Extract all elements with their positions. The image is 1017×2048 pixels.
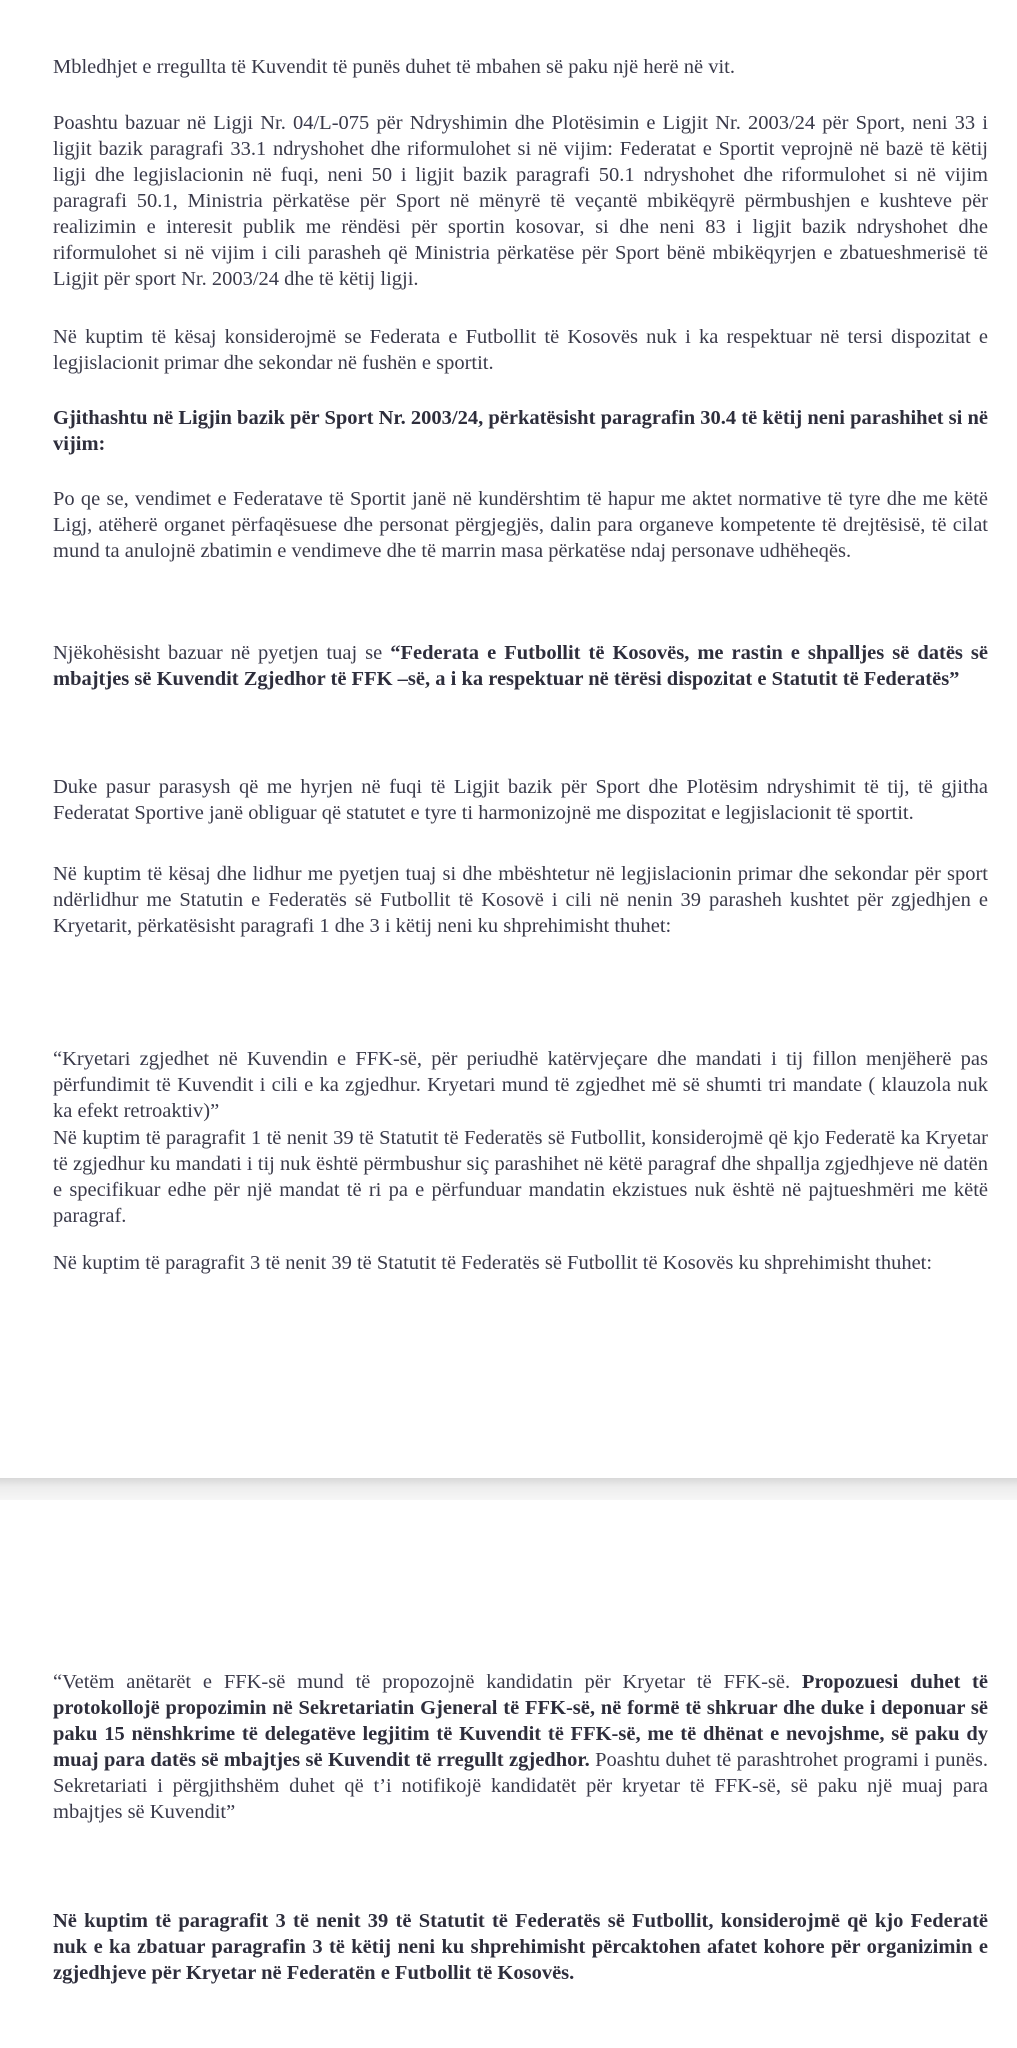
paragraph-text: Poashtu bazuar në Ligji Nr. 04/L-075 për Ndryshimin dhe Plotësimin e Ligjit Nr. 2003/24 për Sport, neni 33 i ligjit bazik paragrafi 33.1 ndryshohet dhe riformulohet si në vijim: Federatat e Sportit veprojnë në bazë të këtij ligji dhe legjislacionin në fuqi, neni 50 i ligjit bazik paragrafi 50.1 ndryshohet dhe riformulohet si në vijim paragrafi 50.1, Ministria përkatëse për Sport në mënyrë të veçantë mbikëqyrë përmbushjen e kushteve për realizimin e interesit publik me rëndësi për sportin kosovar, si dhe neni 83 i ligjit bazik ndryshohet dhe riformulohet si në vijim i cili parasheh që Ministria përkatëse për Sport bënë mbikëqyrjen e zbatueshmerisë të Ligjit për sport Nr. 2003/24 dhe të këtij ligji. bbox=[53, 112, 988, 290]
paragraph-text: Në kuptim të kësaj konsiderojmë se Federata e Futbollit të Kosovës nuk i ka respektuar në tersi dispozitat e legjislacionit primar dhe sekondar në fushën e sportit. bbox=[53, 326, 988, 374]
quote-part-1: “Vetëm anëtarët e FFK-së mund të propozojnë kandidatin për Kryetar të FFK-së. bbox=[53, 1671, 802, 1693]
paragraph-article-30-4-heading bbox=[53, 405, 988, 457]
paragraph-text bbox=[53, 1669, 988, 1825]
paragraph-article-39-3-quote bbox=[53, 1669, 988, 1825]
paragraph-article-39-3-intro bbox=[53, 1250, 988, 1276]
paragraph-harmonization bbox=[53, 774, 988, 826]
paragraph-conclusion-legislation bbox=[53, 324, 988, 376]
paragraph-annual-assembly bbox=[53, 54, 988, 80]
quote-part-3: Poashtu duhet të parashtrohet programi i punës. Sekretariati i përgjithshëm duhet që t’i notifikojë kandidatët për kryetar të FFK-së, së paku një muaj para mbajtjes së Kuvendit” bbox=[53, 1749, 988, 1823]
paragraph-law-amendment bbox=[53, 110, 988, 292]
paragraph-article-39-1-quote bbox=[53, 1046, 988, 1124]
question-intro: Njëkohësisht bazuar në pyetjen tuaj se bbox=[53, 642, 391, 664]
question-quote: “Federata e Futbollit të Kosovës, me rastin e shpalljes së datës së mbajtjes së Kuvendit Zgjedhor të FFK –së, a i ka respektuar në tërësi dispozitat e Statutit të Federatës” bbox=[53, 642, 988, 690]
paragraph-text: Duke pasur parasysh që me hyrjen në fuqi të Ligjit bazik për Sport dhe Plotësim ndryshimit të tij, të gjitha Federatat Sportive janë obliguar që statutet e tyre ti harmonizojnë me dispozitat e legjislacionit të sportit. bbox=[53, 776, 988, 824]
paragraph-article-39-3-analysis bbox=[53, 1908, 988, 1986]
page-separator bbox=[0, 1478, 1017, 1500]
paragraph-text: Gjithashtu në Ligjin bazik për Sport Nr. 2003/24, përkatësisht paragrafin 30.4 të këtij neni parashihet si në vijim: bbox=[53, 407, 988, 455]
paragraph-text: “Kryetari zgjedhet në Kuvendin e FFK-së, për periudhë katërvjeçare dhe mandati i tij fillon menjëherë pas përfundimit të Kuvendit i cili e ka zgjedhur. Kryetari mund të zgjedhet më së shumti tri mandate ( klauzola nuk ka efekt retroaktiv)” bbox=[53, 1048, 988, 1122]
paragraph-text: Mbledhjet e rregullta të Kuvendit të punës duhet të mbahen së paku një herë në vit. bbox=[53, 56, 735, 78]
paragraph-text bbox=[53, 640, 988, 692]
paragraph-article-39-intro bbox=[53, 861, 988, 939]
quote-part-2-bold: Propozuesi duhet të protokollojë propozimin në Sekretariatin Gjeneral të FFK-së, në formë të shkruar dhe duke i deponuar së paku 15 nënshkrime të delegatëve legjitim të Kuvendit të FFK-së, me të dhënat e nevojshme, së paku dy muaj para datës së mbajtjes së Kuvendit të rregullt zgjedhor. bbox=[53, 1671, 988, 1771]
paragraph-text: Po qe se, vendimet e Federatave të Sportit janë në kundërshtim të hapur me aktet normative të tyre dhe me këtë Ligj, atëherë organet përfaqësuese dhe personat përgjegjës, dalin para organeve kompetente të drejtësisë, të cilat mund ta anulojnë zbatimin e vendimeve dhe të marrin masa përkatëse ndaj personave udhëheqës. bbox=[53, 488, 988, 562]
paragraph-text: Në kuptim të paragrafit 1 të nenit 39 të Statutit të Federatës së Futbollit, konsiderojmë që kjo Federatë ka Kryetar të zgjedhur ku mandati i tij nuk është përmbushur siç parashihet në këtë paragraf dhe shpallja zgjedhjeve në datën e specifikuar edhe për një mandat të ri pa e përfunduar mandatin ekzistues nuk është në pajtueshmëri me këtë paragraf. bbox=[53, 1127, 988, 1227]
paragraph-article-30-4-quote bbox=[53, 486, 988, 564]
paragraph-text: Në kuptim të kësaj dhe lidhur me pyetjen tuaj si dhe mbështetur në legjislacionin primar dhe sekondar për sport ndërlidhur me Statutin e Federatës së Futbollit të Kosovë i cili në nenin 39 parasheh kushtet për zgjedhjen e Kryetarit, përkatësisht paragrafi 1 dhe 3 i këtij neni ku shprehimisht thuhet: bbox=[53, 863, 988, 937]
paragraph-text: Në kuptim të paragrafit 3 të nenit 39 të Statutit të Federatës së Futbollit, konsiderojmë që kjo Federatë nuk e ka zbatuar paragrafin 3 të këtij neni ku shprehimisht përcaktohen afatet kohore për organizimin e zgjedhjeve për Kryetar në Federatën e Futbollit të Kosovës. bbox=[53, 1910, 988, 1984]
paragraph-question bbox=[53, 640, 988, 692]
paragraph-text: Në kuptim të paragrafit 3 të nenit 39 të Statutit të Federatës së Futbollit të Kosovës ku shprehimisht thuhet: bbox=[53, 1252, 933, 1274]
paragraph-article-39-1-analysis bbox=[53, 1125, 988, 1229]
